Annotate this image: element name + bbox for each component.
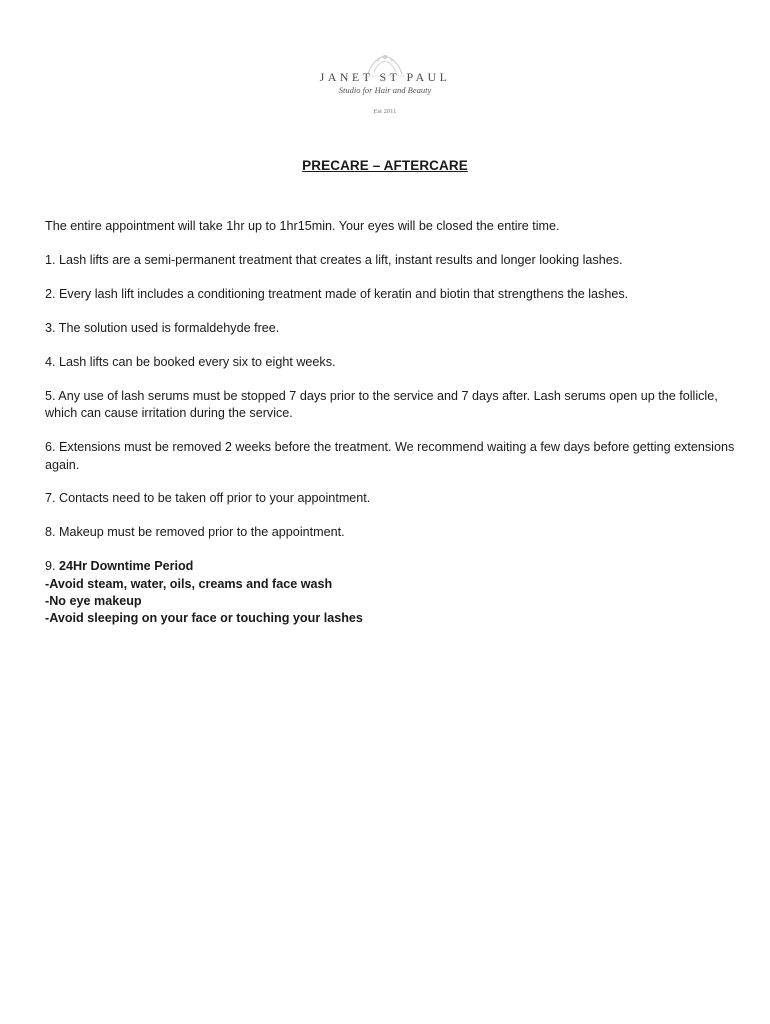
logo-name: JANET ST PAUL: [319, 70, 451, 84]
list-item: 6. Extensions must be removed 2 weeks before the treatment. We recommend waiting a few days before getting extensions again.: [45, 440, 735, 472]
downtime-heading: 24Hr Downtime Period: [59, 559, 194, 574]
logo-tagline: Studio for Hair and Beauty: [338, 85, 432, 95]
downtime-section: [45, 558, 735, 627]
downtime-prefix: 9.: [45, 559, 60, 574]
list-item: 8. Makeup must be removed prior to the appointment.: [45, 525, 345, 540]
list-item: 1. Lash lifts are a semi-permanent treatment that creates a lift, instant results and longer looking lashes.: [45, 252, 623, 267]
logo-est: Est 2011: [373, 108, 397, 115]
list-item: 3. The solution used is formaldehyde free.: [45, 320, 280, 335]
downtime-line: -Avoid steam, water, oils, creams and face wash: [45, 576, 333, 591]
intro-paragraph: The entire appointment will take 1hr up to 1hr15min. Your eyes will be closed the entire time.: [45, 219, 560, 233]
document-body: [45, 218, 735, 644]
studio-logo: [0, 48, 770, 123]
downtime-line: -No eye makeup: [45, 594, 142, 609]
list-item: 7. Contacts need to be taken off prior to your appointment.: [45, 491, 371, 506]
list-item: 2. Every lash lift includes a conditioning treatment made of keratin and biotin that strengthens the lashes.: [45, 286, 629, 301]
list-item: 4. Lash lifts can be booked every six to eight weeks.: [45, 354, 336, 369]
list-item: 5. Any use of lash serums must be stopped 7 days prior to the service and 7 days after. Lash serums open up the follicle, which can cause irritation during the service.: [45, 388, 718, 421]
page-title: PRECARE – AFTERCARE: [302, 158, 468, 173]
downtime-line: -Avoid sleeping on your face or touching your lashes: [45, 611, 363, 626]
